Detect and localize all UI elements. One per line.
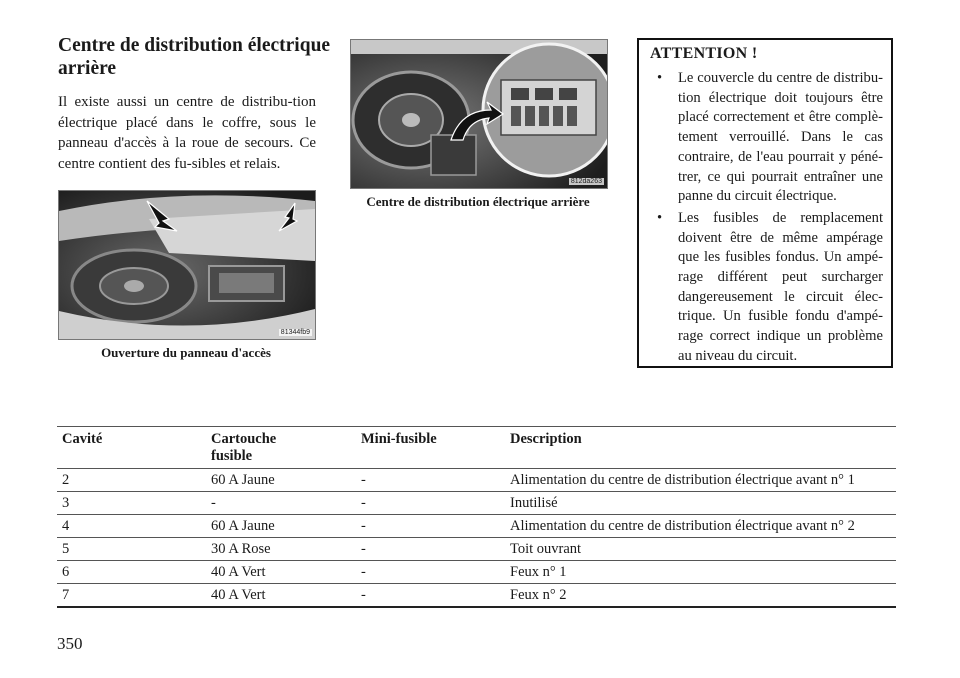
table-row — [57, 538, 896, 561]
warning-list — [650, 69, 883, 367]
warning-item: • Les fusibles de remplacement doivent être de même ampérage que les fusibles fondus. Un ampé-rage différent peut surcharger dangereusement le circuit élec-trique. Un fusible fondu d'ampé-rage correct indique un problème au niveau du circuit. — [657, 209, 883, 364]
figure-caption: Ouverture du panneau d'accès — [101, 345, 271, 360]
warning-title: ATTENTION ! — [650, 45, 758, 62]
cell-description: Alimentation du centre de distribution électrique avant n° 2 — [505, 515, 896, 538]
cell-mini-fusible: - — [356, 538, 505, 561]
bullet-icon: • — [657, 209, 663, 226]
table-row — [57, 515, 896, 538]
cell-mini-fusible: - — [356, 469, 505, 492]
header-cartouche: Cartouche fusible — [206, 427, 356, 469]
section-title: Centre de distribution électrique arrière — [58, 35, 331, 79]
cell-cavite: 5 — [57, 538, 206, 561]
table-row — [57, 469, 896, 492]
figure-caption: Centre de distribution électrique arrière — [366, 194, 590, 209]
access-panel-photo — [58, 190, 316, 340]
cell-cartouche: 30 A Rose — [206, 538, 356, 561]
cell-mini-fusible: - — [356, 515, 505, 538]
warning-item: • Le couvercle du centre de distribu-tion électrique doit toujours être placé correctement et être complè-tement verrouillé. Dans le cas contraire, de l'eau pourrait y péné-trer, ce qui pourrait entraîner une panne du circuit électrique. — [657, 70, 883, 205]
figure-code: 81344fb9 — [280, 329, 310, 336]
page-number: 350 — [57, 634, 83, 653]
bullet-icon: • — [657, 70, 663, 86]
cell-cavite: 7 — [57, 584, 206, 608]
cell-cartouche: 40 A Vert — [206, 561, 356, 584]
figure-code: 812da263 — [570, 178, 602, 185]
header-description: Description — [505, 427, 896, 469]
cell-cavite: 2 — [57, 469, 206, 492]
warning-box — [637, 38, 893, 368]
table-row — [57, 492, 896, 515]
cell-mini-fusible: - — [356, 561, 505, 584]
header-cavite: Cavité — [57, 427, 206, 469]
cell-cartouche: 40 A Vert — [206, 584, 356, 608]
cell-cavite: 4 — [57, 515, 206, 538]
fuse-table — [57, 426, 896, 608]
cell-description: Alimentation du centre de distribution électrique avant n° 1 — [505, 469, 896, 492]
table-row — [57, 561, 896, 584]
intro-paragraph: Il existe aussi un centre de distribu-tion électrique placé dans le coffre, sous le panneau d'accès à la roue de secours. Ce centre contient des fu-sibles et relais. — [58, 94, 316, 172]
cell-cartouche: 60 A Jaune — [206, 469, 356, 492]
table-row — [57, 584, 896, 608]
cell-cartouche: 60 A Jaune — [206, 515, 356, 538]
cell-cavite: 6 — [57, 561, 206, 584]
cell-description: Feux n° 2 — [505, 584, 896, 608]
table-header-row — [57, 427, 896, 469]
cell-description: Toit ouvrant — [505, 538, 896, 561]
cell-cavite: 3 — [57, 492, 206, 515]
cell-mini-fusible: - — [356, 584, 505, 608]
cell-description: Inutilisé — [505, 492, 896, 515]
distribution-center-photo — [350, 39, 608, 189]
cell-cartouche: - — [206, 492, 356, 515]
cell-description: Feux n° 1 — [505, 561, 896, 584]
cell-mini-fusible: - — [356, 492, 505, 515]
header-mini-fusible: Mini-fusible — [356, 427, 505, 469]
